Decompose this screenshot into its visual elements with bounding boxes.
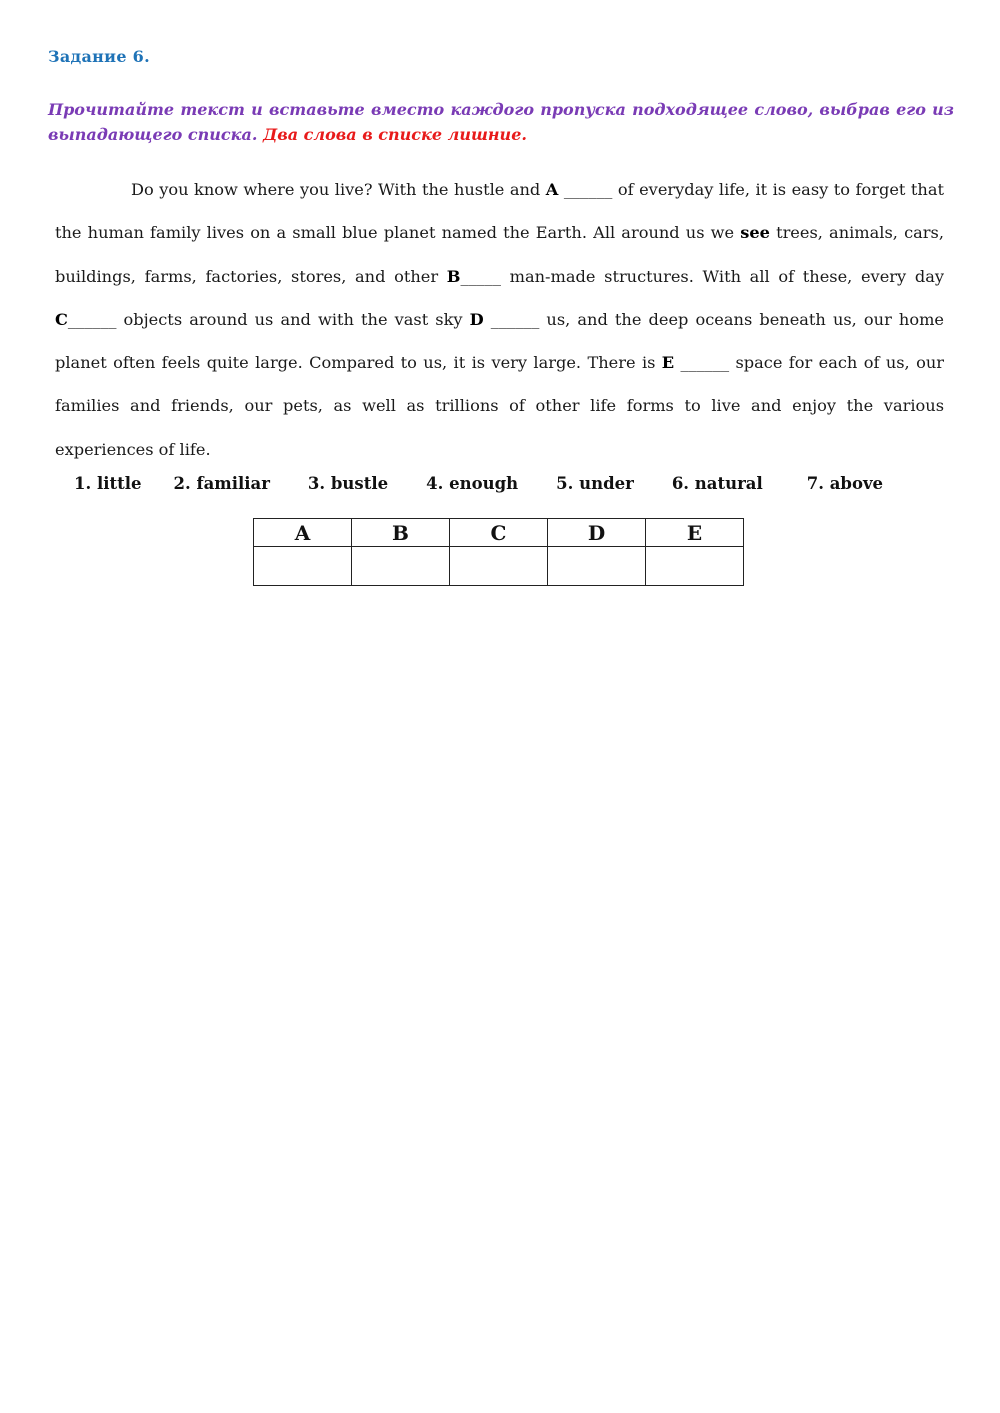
answer-cell-c[interactable]	[450, 547, 548, 586]
answer-cell-a[interactable]	[254, 547, 352, 586]
answer-cell-d[interactable]	[548, 547, 646, 586]
passage-text: ______ of everyday life, it is easy to forget that the human family lives on a small blue planet named the Earth. All around us we	[55, 180, 944, 243]
gap-label-e: E	[661, 353, 675, 373]
gap-label-d: D	[469, 309, 484, 329]
gap-label-a: A	[545, 180, 559, 199]
answer-header-b: B	[352, 519, 450, 547]
passage-text: Do you know where you live? With the hustle and	[131, 180, 546, 199]
instruction-text: Прочитайте текст и вставьте вместо каждого пропуска подходящее слово, выбрав его из выпадающего списка.	[48, 100, 954, 144]
gap-label-b: B	[446, 266, 461, 286]
instruction	[48, 97, 954, 147]
passage-text: ______ us, and the deep oceans beneath us, our home planet often feels quite large. Compared to us, it is very large. There is	[55, 309, 944, 373]
word-option: 1. little	[74, 474, 142, 493]
word-option: 4. enough	[426, 474, 519, 493]
passage-text: trees, animals, cars, buildings, farms, factories, stores, and other	[55, 223, 944, 286]
answer-table	[253, 518, 744, 586]
word-option: 2. familiar	[173, 474, 270, 493]
word-option: 3. bustle	[307, 474, 389, 493]
passage-text: ______ space for each of us, our families and friends, our pets, as well as trillions of other life forms to live and enjoy the various experiences of life.	[55, 353, 944, 459]
word-option: 7. above	[806, 474, 884, 493]
word-options-list	[74, 474, 934, 493]
answer-table-input-row	[254, 547, 744, 586]
instruction-warning: Два слова в списке лишние.	[262, 125, 527, 144]
answer-header-c: C	[450, 519, 548, 547]
answer-header-d: D	[548, 519, 646, 547]
answer-cell-b[interactable]	[352, 547, 450, 586]
passage-text: _____ man-made structures. With all of these, every day	[460, 266, 944, 286]
answer-header-e: E	[646, 519, 744, 547]
word-option: 5. under	[556, 474, 634, 493]
word-option: 6. natural	[671, 474, 763, 493]
passage-text: ______ objects around us and with the vast sky	[67, 309, 470, 329]
passage	[55, 168, 944, 471]
answer-header-a: A	[254, 519, 352, 547]
gap-label-c: C	[55, 309, 68, 329]
task-title: Задание 6.	[48, 47, 150, 66]
answer-cell-e[interactable]	[646, 547, 744, 586]
emphasis-see: see	[740, 223, 770, 243]
answer-table-header-row	[254, 519, 744, 547]
